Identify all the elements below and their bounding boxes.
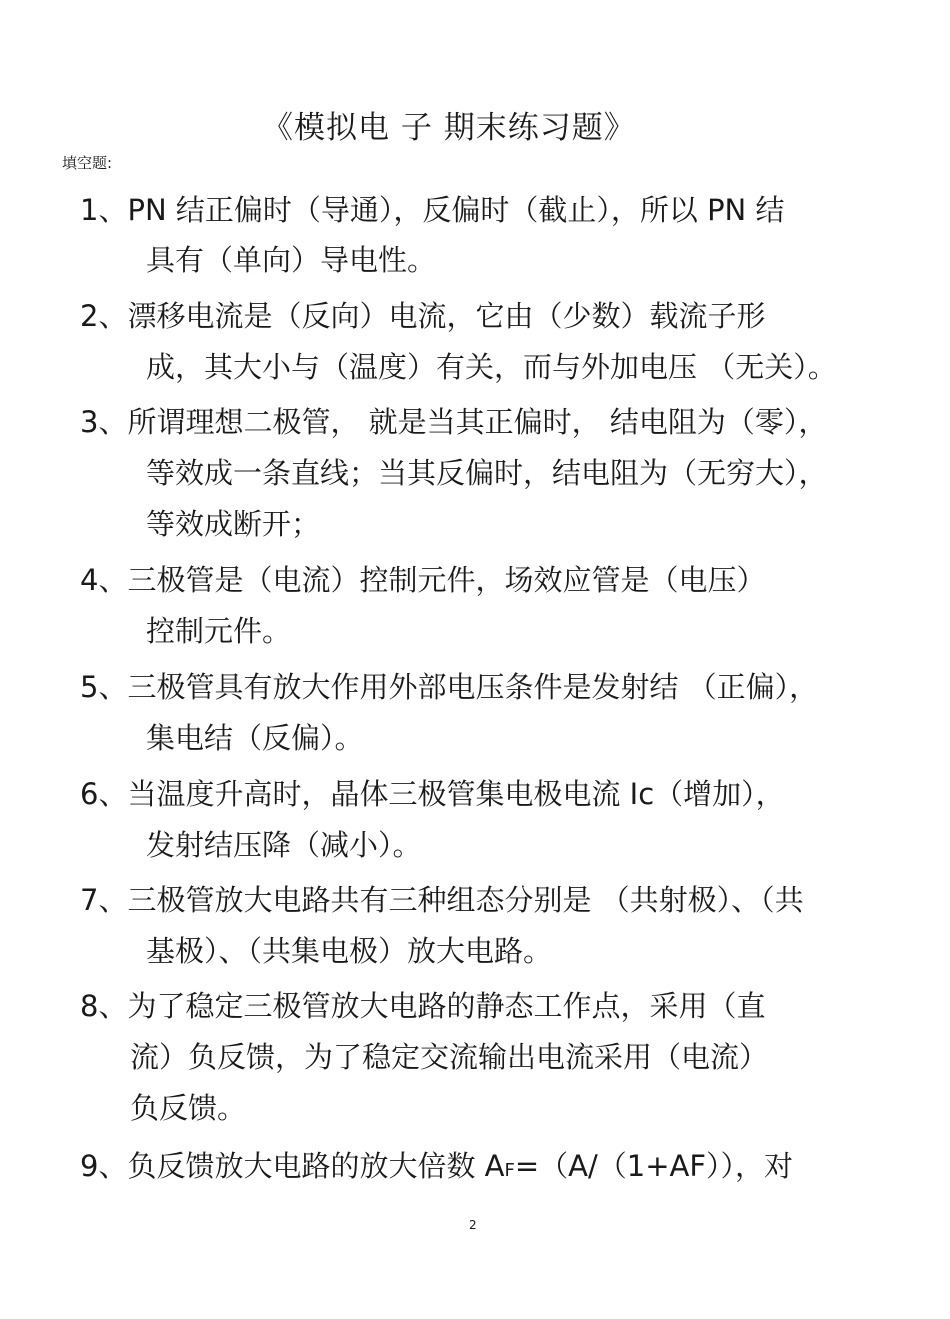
question-1-line-2: 具有（单向）导电性。 (146, 243, 437, 277)
question-3-line-1: 3、所谓理想二极管， 就是当其正偏时， 结电阻为（零）， (80, 405, 828, 439)
question-8-line-1: 8、为了稳定三极管放大电路的静态工作点，采用（直 (80, 989, 766, 1023)
question-5-line-2: 集电结（反偏）。 (146, 721, 364, 755)
question-9-line-1 (80, 1149, 794, 1183)
question-9-text-start: 9、负反馈放大电路的放大倍数 A (80, 1149, 505, 1183)
question-9-subscript: F (504, 1160, 515, 1181)
question-2-line-1: 2、漂移电流是（反向）电流，它由（少数）载流子形 (80, 299, 766, 333)
question-2-line-2: 成，其大小与（温度）有关，而与外加电压 （无关）。 (146, 350, 837, 384)
question-9-text-end: =（A/（1+AF）），对 (514, 1149, 794, 1183)
question-6-line-1: 6、当温度升高时，晶体三极管集电极电流 Ic（增加）， (80, 777, 785, 811)
question-3-line-2: 等效成一条直线；当其反偏时，结电阻为（无穷大）， (146, 456, 828, 490)
question-7-line-1: 7、三极管放大电路共有三种组态分别是 （共射极）、（共 (80, 883, 804, 917)
question-6-line-2: 发射结压降（减小）。 (146, 828, 422, 862)
page-number: 2 (469, 1218, 477, 1232)
question-3-line-3: 等效成断开； (146, 507, 321, 541)
question-5-line-1: 5、三极管具有放大作用外部电压条件是发射结 （正偏）， (80, 670, 819, 704)
question-4-line-2: 控制元件。 (146, 614, 292, 648)
question-8-line-3: 负反馈。 (130, 1091, 247, 1125)
question-1-line-1: 1、PN 结正偏时（导通），反偏时（截止），所以 PN 结 (80, 193, 785, 227)
question-4-line-1: 4、三极管是（电流）控制元件，场效应管是（电压） (80, 563, 766, 597)
question-8-line-2: 流）负反馈，为了稳定交流输出电流采用（电流） (130, 1040, 769, 1074)
question-7-line-2: 基极）、（共集电极）放大电路。 (146, 934, 553, 968)
section-label: 填空题: (62, 154, 113, 172)
document-title: 《模拟电 子 期末练习题》 (262, 110, 636, 146)
